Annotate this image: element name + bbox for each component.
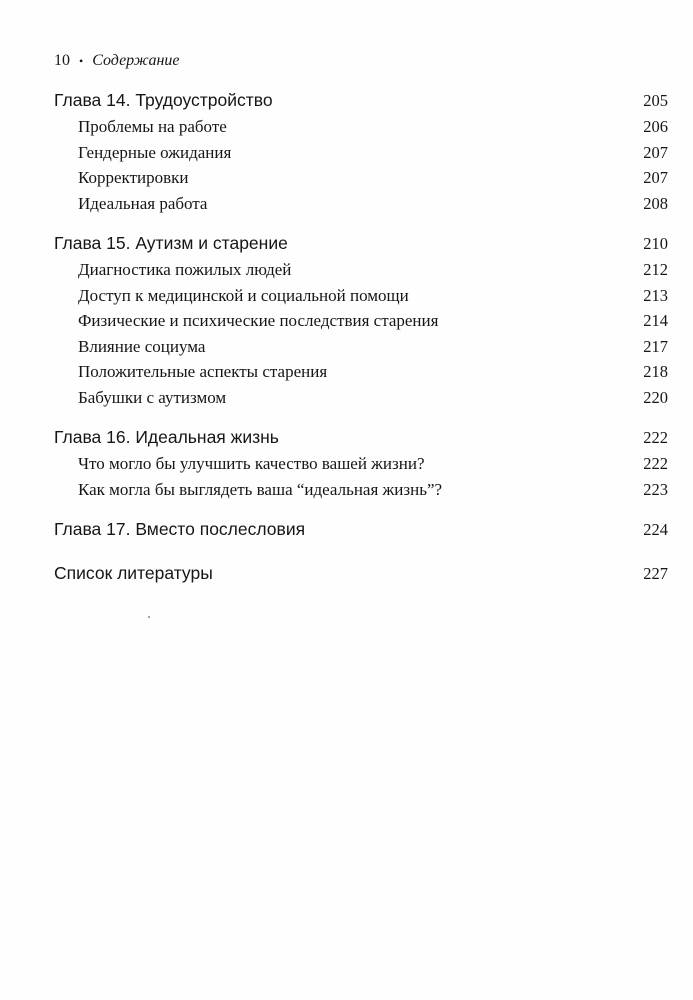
toc-section[interactable]	[54, 480, 668, 506]
toc-chapter-heading[interactable]	[54, 519, 668, 549]
section-page-number: 223	[643, 479, 668, 499]
toc-chapter-14	[54, 90, 668, 219]
bullet-separator: •	[79, 54, 84, 68]
section-page-number: 214	[643, 311, 668, 330]
toc-chapter-heading[interactable]	[54, 427, 668, 454]
toc-section[interactable]	[54, 286, 668, 312]
chapter-title: Список литературы	[54, 563, 213, 583]
chapter-page-number: 205	[643, 91, 668, 110]
chapter-page-number: 224	[643, 520, 668, 539]
toc-section[interactable]	[54, 454, 668, 480]
section-page-number: 206	[643, 117, 668, 136]
chapter-title: Глава 14. Трудоустройство	[54, 90, 273, 110]
scan-speck	[148, 616, 150, 618]
toc-section[interactable]	[54, 194, 668, 220]
toc-section[interactable]	[54, 362, 668, 388]
toc-chapter-heading[interactable]	[54, 563, 668, 593]
chapter-title: Глава 17. Вместо послесловия	[54, 519, 306, 539]
toc-section[interactable]	[54, 311, 668, 337]
section-title: Гендерные ожидания	[78, 142, 232, 162]
section-title: Идеальная работа	[78, 193, 208, 213]
section-page-number: 217	[643, 336, 668, 356]
toc-chapter-heading[interactable]	[54, 90, 668, 117]
toc-chapter-17	[54, 519, 668, 549]
chapter-page-number: 222	[643, 428, 668, 447]
toc-bibliography	[54, 563, 668, 593]
running-head-title: Содержание	[92, 52, 180, 69]
section-page-number: 213	[643, 285, 668, 305]
section-page-number: 207	[643, 168, 668, 187]
section-title: Как могла бы выглядеть ваша “идеальная жизнь”?	[78, 479, 443, 499]
chapter-title: Глава 15. Аутизм и старение	[54, 233, 288, 253]
table-of-contents	[54, 90, 668, 593]
section-title: Корректировки	[78, 168, 189, 187]
chapter-page-number: 210	[643, 234, 668, 253]
section-title: Доступ к медицинской и социальной помощи	[78, 285, 409, 305]
section-page-number: 220	[643, 387, 668, 407]
section-page-number: 212	[643, 260, 668, 279]
toc-chapter-heading[interactable]	[54, 233, 668, 260]
toc-chapter-15	[54, 233, 668, 413]
chapter-page-number: 227	[643, 564, 668, 583]
toc-section[interactable]	[54, 168, 668, 194]
running-head	[54, 52, 179, 70]
section-page-number: 208	[643, 193, 668, 213]
toc-section[interactable]	[54, 260, 668, 286]
toc-section[interactable]	[54, 117, 668, 143]
toc-section[interactable]	[54, 337, 668, 363]
section-page-number: 218	[643, 362, 668, 381]
toc-chapter-16	[54, 427, 668, 505]
section-title: Физические и психические последствия старения	[78, 311, 439, 330]
toc-section[interactable]	[54, 143, 668, 169]
section-page-number: 222	[643, 454, 668, 473]
section-page-number: 207	[643, 142, 668, 162]
toc-section[interactable]	[54, 388, 668, 414]
section-title: Проблемы на работе	[78, 117, 227, 136]
section-title: Диагностика пожилых людей	[78, 260, 292, 279]
chapter-title: Глава 16. Идеальная жизнь	[54, 427, 279, 447]
section-title: Бабушки с аутизмом	[78, 387, 227, 407]
section-title: Что могло бы улучшить качество вашей жизни?	[78, 454, 425, 473]
section-title: Влияние социума	[78, 336, 206, 356]
page-number: 10	[54, 52, 70, 69]
section-title: Положительные аспекты старения	[78, 362, 328, 381]
